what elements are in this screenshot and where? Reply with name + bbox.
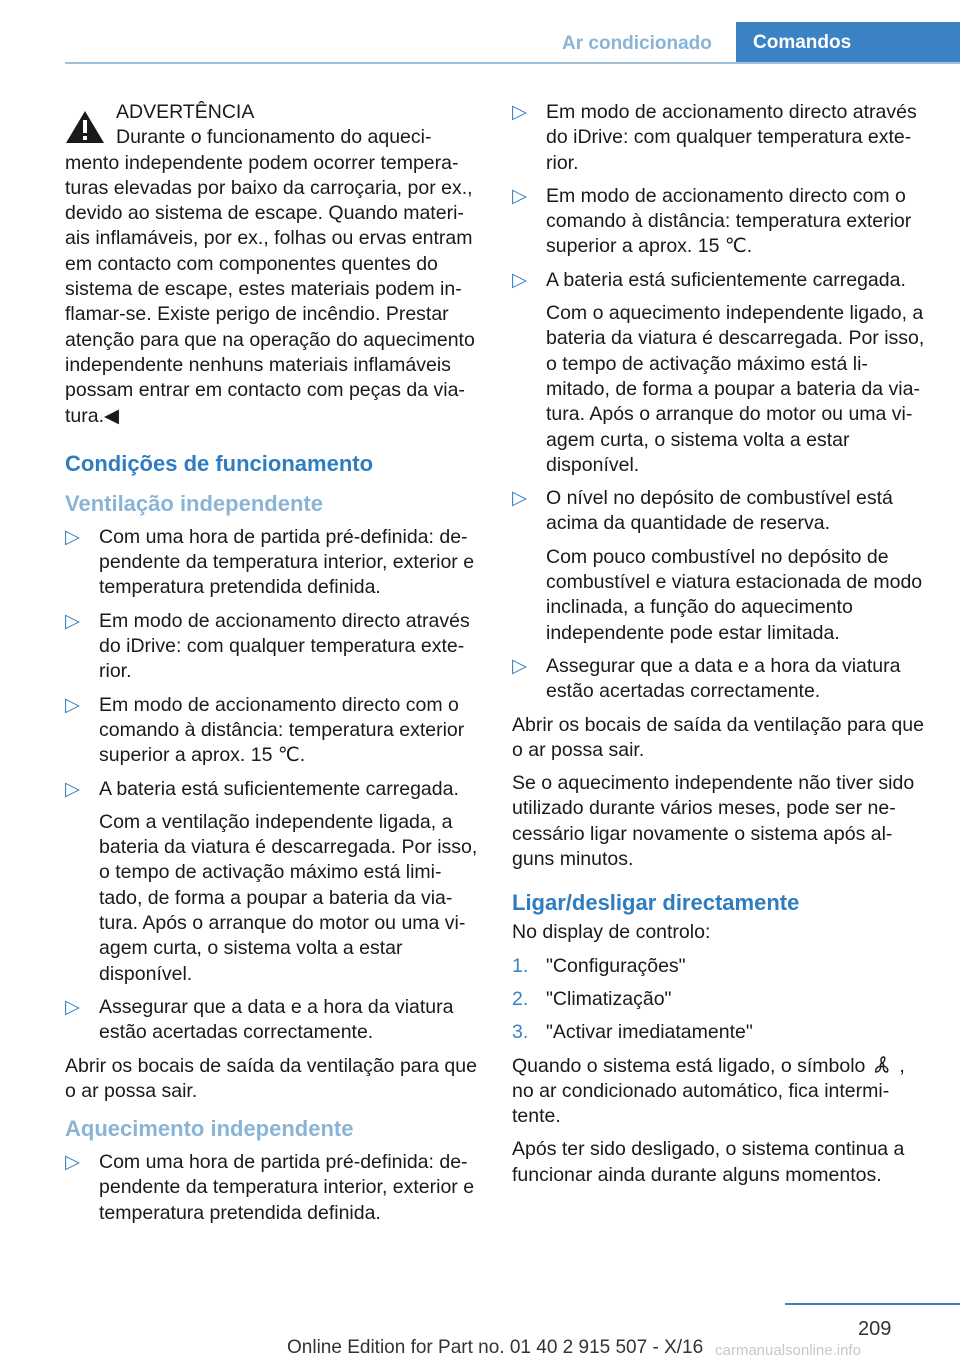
item-text: A bateria está suficientemente carregada. [99,777,459,800]
item-text: Com uma hora de partida pré-definida: de-pendente da temperatura interior, exterior e temperatura pretendida definida. [99,1151,475,1224]
watermark: carmanualsonline.info [715,1342,861,1359]
warning-triangle-icon [65,110,105,144]
heating-note-1: Abrir os bocais de saída da ventilação para que o ar possa sair. [512,713,924,761]
step-item [512,954,927,979]
item-detail: Com pouco combustível no depósito de combustível e viatura estacionada de modo inclinada, a função do aquecimento independente pode estar limitada. [546,545,923,644]
item-text: Assegurar que a data e a hora da viatura estão acertadas correctamente. [546,654,901,703]
list-item [65,693,480,769]
step-text: "Configurações" [546,954,686,977]
item-text: Em modo de accionamento directo através do iDrive: com qualquer temperatura exte-rior. [99,609,470,683]
bullet-marker: ▷ [65,995,80,1018]
bullet-marker: ▷ [65,525,80,548]
bullet-marker: ▷ [512,268,527,291]
edition-note: Online Edition for Part no. 01 40 2 915 507 - X/16 [287,1337,704,1358]
warning-body: mento independente podem ocorrer tempera-turas elevadas por baixo da carroçaria, por ex., devido ao sistema de escape. Quando materi-ais inflamáveis, por ex., folhas ou ervas entram em contacto com componentes quentes do sistema de escape, estes materiais podem in-flamar-se. Existe perigo de incêndio. Prestar atenção para que na operação do aquecimento independente nenhuns materiais inflamáveis possam entrar em contacto com peças da via-tura.◀ [65,151,475,427]
item-text: Com uma hora de partida pré-definida: de-pendente da temperatura interior, exterior e temperatura pretendida definida. [99,525,475,599]
heating-list [65,1150,480,1226]
symbol-note-after: , no ar condicionado automático, fica intermi-tente. [512,1054,905,1128]
list-item [512,486,927,646]
heating-list-continued [512,100,927,705]
fan-icon [871,1055,893,1075]
page-number: 209 [858,1318,892,1340]
ventilation-heading: Ventilação independente [65,490,323,516]
list-item [65,609,480,685]
direct-intro: No display de controlo: [512,921,711,944]
list-item [512,654,927,705]
step-number: 1. [512,954,529,977]
ventilation-note: Abrir os bocais de saída da ventilação para que o ar possa sair. [65,1054,477,1102]
bullet-marker: ▷ [65,777,80,800]
after-off-note: Após ter sido desligado, o sistema continua a funcionar ainda durante alguns momentos. [512,1138,905,1186]
bullet-marker: ▷ [512,487,527,510]
heating-heading: Aquecimento independente [65,1116,354,1142]
symbol-note [512,1054,927,1130]
conditions-heading: Condições de funcionamento [65,450,374,476]
item-text: Em modo de accionamento directo com o comando à distância: temperatura exterior superior a aprox. 15 ℃. [99,693,465,767]
bullet-marker: ▷ [65,693,80,716]
list-item [65,525,480,601]
list-item [65,995,480,1046]
item-detail: Com o aquecimento independente ligado, a bateria da viatura é descarregada. Por isso, o tempo de activação máximo está li-mitado, de forma a poupar a bateria da via-tura. Após o arranque do motor ou uma vi-agem curta, o sistema volta a estar disponível. [546,302,925,476]
bullet-marker: ▷ [512,101,527,123]
bullet-marker: ▷ [65,1151,80,1174]
item-text: Em modo de accionamento directo com o comando à distância: temperatura exterior superior a aprox. 15 ℃. [546,184,912,258]
step-item [512,987,927,1012]
left-column [65,100,480,1234]
direct-heading: Ligar/desligar directamente [512,890,800,916]
list-item [512,184,927,260]
right-column [512,100,927,1196]
item-text: O nível no depósito de combustível está acima da quantidade de reserva. [546,487,893,535]
item-text: A bateria está suficientemente carregada. [546,268,906,291]
footer-divider [785,1303,960,1305]
warning-block [65,100,480,429]
bullet-marker: ▷ [512,184,527,207]
list-item [512,268,927,478]
list-item [65,1150,480,1226]
warning-title: ADVERTÊNCIA [116,101,255,123]
direct-steps [512,954,927,1046]
step-number: 3. [512,1021,529,1044]
step-text: "Activar imediatamente" [546,1021,753,1044]
bullet-marker: ▷ [65,609,80,632]
item-detail: Com a ventilação independente ligada, a bateria da viatura é descarregada. Por isso, o tempo de activação máximo está limi-tado, de forma a poupar a bateria da via-tura. Após o arranque do motor ou uma vi-agem curta, o sistema volta a estar disponível. [99,810,478,985]
header-divider [65,62,960,64]
step-number: 2. [512,987,529,1010]
item-text: Em modo de accionamento directo através do iDrive: com qualquer temperatura exte-rior. [546,101,917,174]
bullet-marker: ▷ [512,654,527,677]
symbol-note-before: Quando o sistema está ligado, o símbolo [512,1054,866,1077]
step-item [512,1020,927,1045]
item-text: Assegurar que a data e a hora da viatura estão acertadas correctamente. [99,995,454,1044]
list-item [65,777,480,987]
heating-note-2: Se o aquecimento independente não tiver sido utilizado durante vários meses, pode ser ne-cessário ligar novamente o sistema após al-guns minutos. [512,772,915,871]
chapter-tab: Comandos [736,22,960,64]
ventilation-list [65,525,480,1046]
list-item [512,100,927,176]
section-title: Ar condicionado [562,33,712,54]
step-text: "Climatização" [546,987,672,1010]
warning-lead: Durante o funcionamento do aqueci- [116,126,432,149]
